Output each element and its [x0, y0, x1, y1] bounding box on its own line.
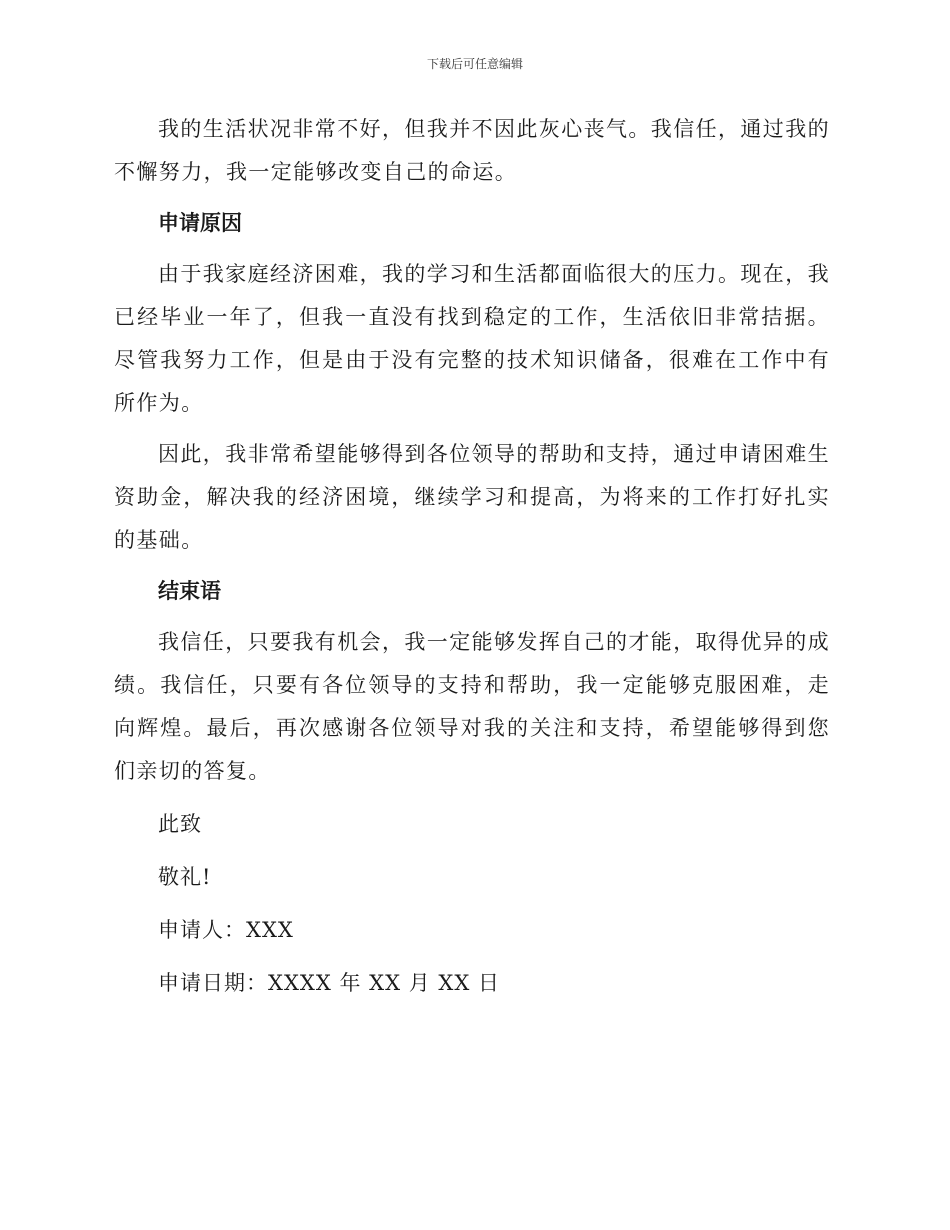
closing-paragraph: 我信任，只要我有机会，我一定能够发挥自己的才能，取得优异的成绩。我信任，只要有各位领导的支持和帮助，我一定能够克服困难，走向辉煌。最后，再次感谢各位领导对我的关注和支持，希望能够得到您们亲切的答复。	[114, 630, 830, 783]
document-body	[114, 108, 830, 1005]
salutation-line-1: 此致	[158, 812, 202, 836]
section-heading-reason: 申请原因	[158, 211, 242, 235]
salutation-line-2: 敬礼!	[158, 865, 212, 889]
section-heading-closing: 结束语	[158, 579, 221, 603]
applicant-line: 申请人：XXX	[158, 918, 294, 942]
reason-paragraph-2: 因此，我非常希望能够得到各位领导的帮助和支持，通过申请困难生资助金，解决我的经济困境，继续学习和提高，为将来的工作打好扎实的基础。	[114, 442, 830, 552]
header-note: 下载后可任意编辑	[426, 57, 523, 71]
intro-paragraph: 我的生活状况非常不好，但我并不因此灰心丧气。我信任，通过我的不懈努力，我一定能够改变自己的命运。	[114, 117, 830, 184]
date-line: 申请日期：XXXX 年 XX 月 XX 日	[158, 971, 500, 995]
reason-paragraph-1: 由于我家庭经济困难，我的学习和生活都面临很大的压力。现在，我已经毕业一年了，但我一直没有找到稳定的工作，生活依旧非常拮据。尽管我努力工作，但是由于没有完整的技术知识储备，很难在工作中有所作为。	[114, 262, 830, 415]
